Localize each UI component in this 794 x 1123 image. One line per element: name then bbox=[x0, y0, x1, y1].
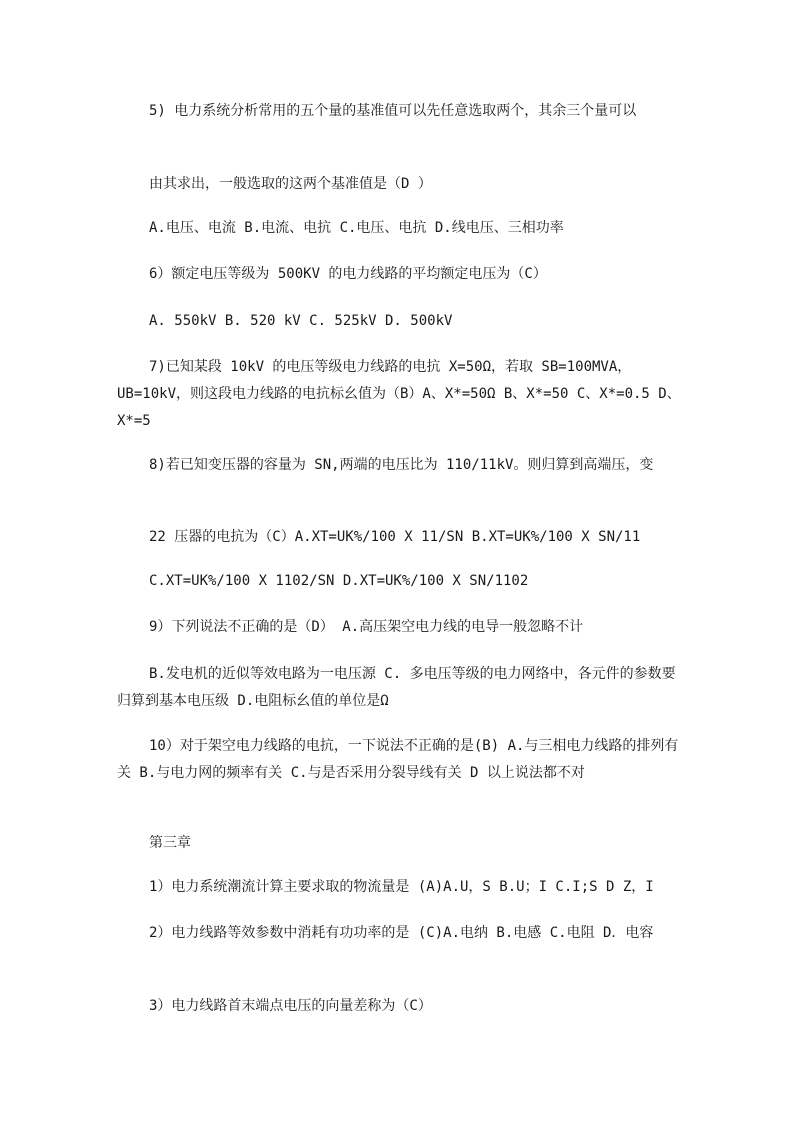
paragraph-ch3-q3: 3）电力线路首末端点电压的向量差称为（C） bbox=[149, 998, 432, 1014]
paragraph-q10: 10）对于架空电力线路的电抗，一下说法不正确的是(B) A.与三相电力线路的排列有关 B.与电力网的频率有关 C.与是否采用分裂导线有关 D 以上说法都不对 bbox=[117, 738, 679, 781]
paragraph-q6: 6）额定电压等级为 500KV 的电力线路的平均额定电压为（C） bbox=[149, 266, 547, 282]
paragraph-q5-line2: 由其求出，一般选取的这两个基准值是（D ） bbox=[149, 176, 432, 192]
paragraph-q5-options: A.电压、电流 B.电流、电抗 C.电压、电抗 D.线电压、三相功率 bbox=[149, 220, 564, 236]
paragraph-q8-line2: 22 压器的电抗为（C）A.XT=UK%/100 X 11/SN B.XT=UK%/100 X SN/11 bbox=[149, 529, 641, 545]
paragraph-q5-line1: 5) 电力系统分析常用的五个量的基准值可以先任意选取两个，其余三个量可以 bbox=[149, 103, 637, 119]
paragraph-q9-options: B.发电机的近似等效电路为一电压源 C. 多电压等级的电力网络中，各元件的参数要归算到基本电压级 D.电阻标幺值的单位是Ω bbox=[117, 666, 676, 709]
paragraph-ch3-q2: 2）电力线路等效参数中消耗有功功率的是 (C)A.电纳 B.电感 C.电阻 D．电容 bbox=[149, 925, 654, 941]
chapter-heading: 第三章 bbox=[149, 835, 191, 851]
paragraph-q7: 7)已知某段 10kV 的电压等级电力线路的电抗 X=50Ω，若取 SB=100MVA，UB=10kV，则这段电力线路的电抗标幺值为（B）A、X*=50Ω B、X*=50 C、X*=0.5 D、X*=5 bbox=[117, 359, 681, 429]
paragraph-q8-line3: C.XT=UK%/100 X 1102/SN D.XT=UK%/100 X SN/1102 bbox=[149, 573, 529, 589]
paragraph-q9: 9）下列说法不正确的是（D） A.高压架空电力线的电导一般忽略不计 bbox=[149, 619, 584, 635]
paragraph-q8-line1: 8)若已知变压器的容量为 SN,两端的电压比为 110/11kV。则归算到高端压，变 bbox=[149, 457, 654, 473]
paragraph-q6-options: A. 550kV B. 520 kV C. 525kV D. 500kV bbox=[149, 313, 453, 329]
paragraph-ch3-q1: 1）电力系统潮流计算主要求取的物流量是 (A)A.U，S B.U；I C.I;S D Z，I bbox=[149, 879, 654, 895]
